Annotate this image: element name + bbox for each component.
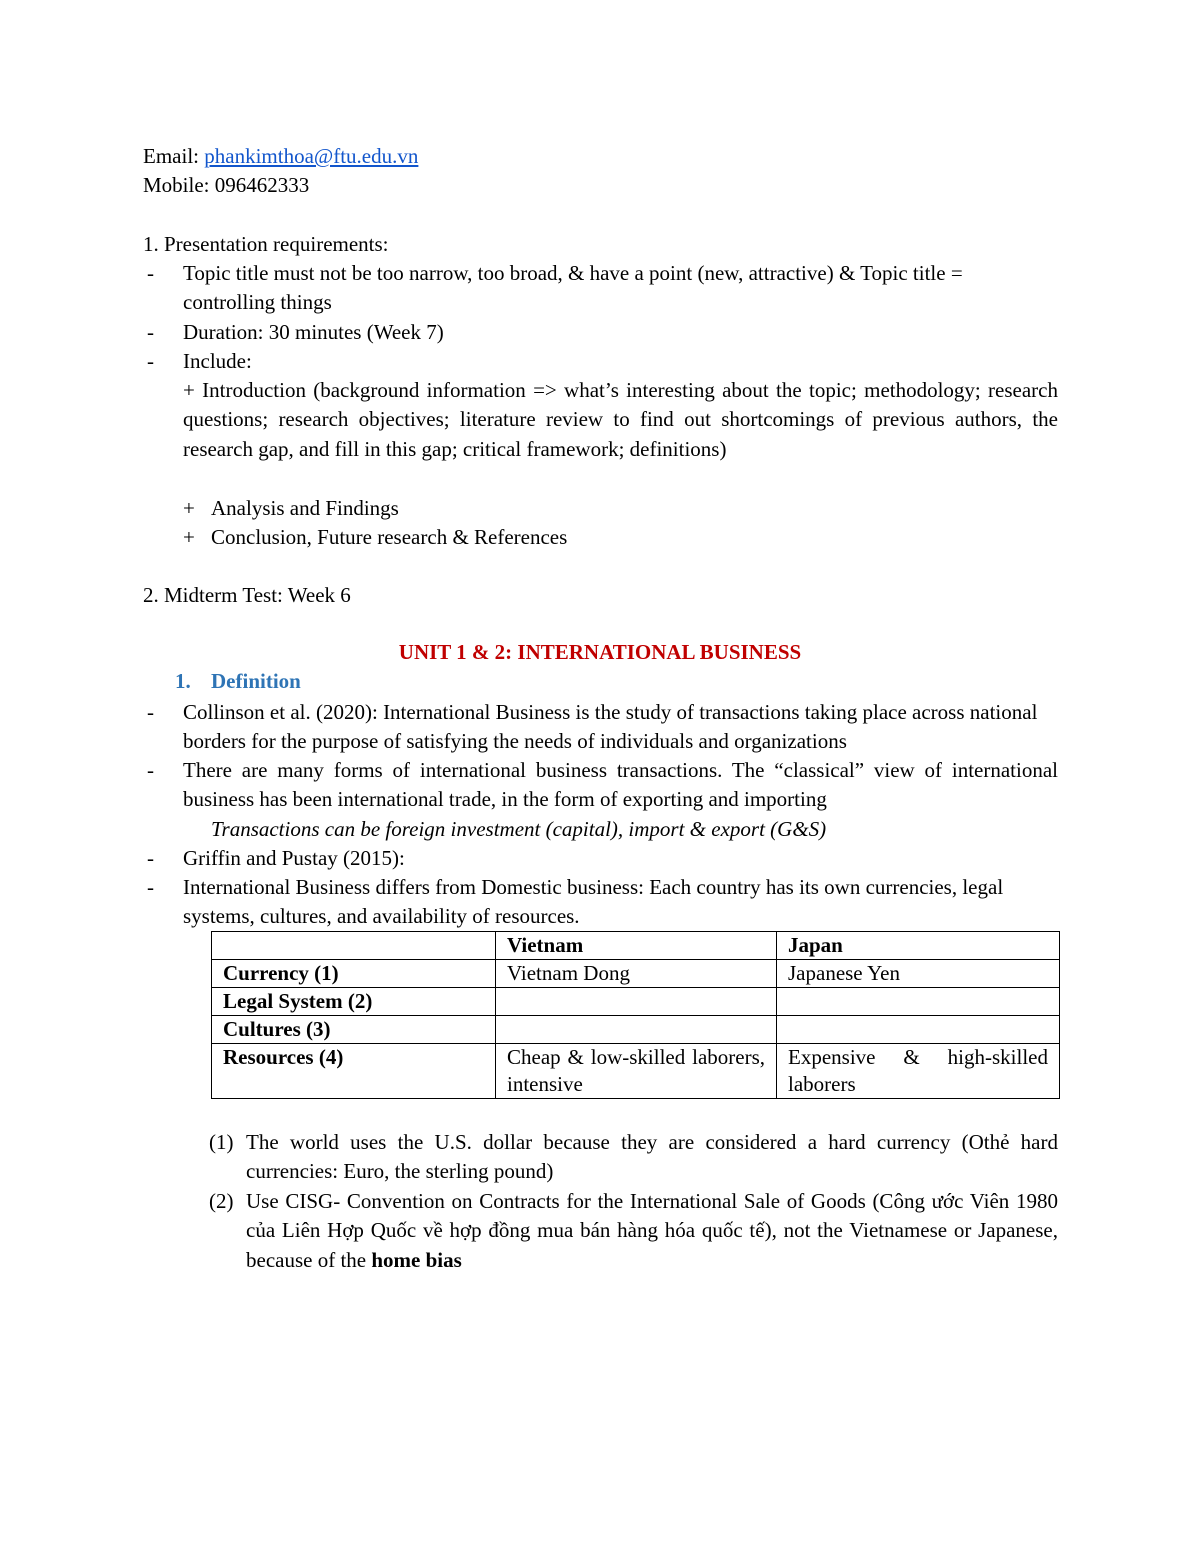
bullet-dash: - (147, 700, 154, 724)
japan-cell: Expensive & high-skilled laborers (777, 1044, 1060, 1099)
vietnam-cell: Vietnam Dong (496, 960, 777, 988)
requirement-include: Include: (183, 349, 252, 373)
table-row (212, 988, 1060, 1016)
table-row (212, 960, 1060, 988)
definition-italic-note: Transactions can be foreign investment (capital), import & export (G&S) (211, 817, 827, 841)
bullet-dash: - (147, 349, 154, 373)
japan-cell: Japanese Yen (777, 960, 1060, 988)
include-introduction: + Introduction (background information => what’s interesting about the topic; methodology; research questions; research objectives; literature review to find out shortcomings of previous authors, the research gap, and fill in this gap; critical framework; definitions) (183, 378, 1058, 461)
plus-bullet: + (183, 525, 195, 549)
note-label: (1) (209, 1130, 234, 1154)
section-title: Definition (211, 669, 301, 693)
note-hard-currency: The world uses the U.S. dollar because they are considered a hard currency (Othẻ hard currencies: Euro, the sterling pound) (246, 1130, 1058, 1184)
midterm-line: 2. Midterm Test: Week 6 (143, 583, 351, 607)
row-label: Legal System (2) (212, 988, 496, 1016)
note-cisg (246, 1187, 1058, 1275)
note-home-bias: home bias (371, 1247, 462, 1272)
mobile-line: Mobile: 096462333 (143, 173, 310, 197)
table-header-japan: Japan (777, 932, 1060, 960)
email-line (143, 142, 418, 171)
requirements-heading: 1. Presentation requirements: (143, 232, 389, 256)
section-heading (175, 667, 301, 696)
email-link[interactable]: phankimthoa@ftu.edu.vn (204, 144, 419, 168)
requirement-topic-title: Topic title must not be too narrow, too broad, & have a point (new, attractive) & Topic title = controlling things (183, 261, 963, 315)
comparison-table (211, 931, 1060, 1099)
note-cisg-text: Use CISG- Convention on Contracts for the International Sale of Goods (Công ước Viên 1980 của Liên Hợp Quốc về hợp đồng mua bán hàng hóa quốc tế), not the Vietnamese or Japanese, because of the (246, 1189, 1058, 1272)
note-label: (2) (209, 1189, 234, 1213)
plus-bullet: + (183, 496, 195, 520)
japan-cell (777, 988, 1060, 1016)
table-row (212, 1016, 1060, 1044)
definition-differs: International Business differs from Domestic business: Each country has its own currencies, legal systems, cultures, and availability of resources. (183, 875, 1004, 929)
bullet-dash: - (147, 261, 154, 285)
table-header-vietnam: Vietnam (496, 932, 777, 960)
table-header-cell (212, 932, 496, 960)
japan-cell (777, 1016, 1060, 1044)
table-row (212, 1044, 1060, 1099)
row-label: Currency (1) (212, 960, 496, 988)
definition-collinson: Collinson et al. (2020): International Business is the study of transactions taking place across national borders for the purpose of satisfying the needs of individuals and organizations (183, 700, 1038, 754)
bullet-dash: - (147, 320, 154, 344)
vietnam-cell (496, 1016, 777, 1044)
definition-forms: There are many forms of international business transactions. The “classical” view of international business has been international trade, in the form of exporting and importing (183, 758, 1058, 812)
include-conclusion: Conclusion, Future research & References (211, 525, 568, 549)
bullet-dash: - (147, 758, 154, 782)
table-header-row (212, 932, 1060, 960)
section-number: 1. (175, 669, 191, 693)
bullet-dash: - (147, 875, 154, 899)
row-label: Resources (4) (212, 1044, 496, 1099)
unit-title: UNIT 1 & 2: INTERNATIONAL BUSINESS (398, 640, 802, 664)
definition-griffin: Griffin and Pustay (2015): (183, 846, 405, 870)
vietnam-cell: Cheap & low-skilled laborers, intensive (496, 1044, 777, 1099)
requirement-duration: Duration: 30 minutes (Week 7) (183, 320, 444, 344)
bullet-dash: - (147, 846, 154, 870)
vietnam-cell (496, 988, 777, 1016)
row-label: Cultures (3) (212, 1016, 496, 1044)
email-label: Email: (143, 144, 205, 168)
include-analysis: Analysis and Findings (211, 496, 399, 520)
